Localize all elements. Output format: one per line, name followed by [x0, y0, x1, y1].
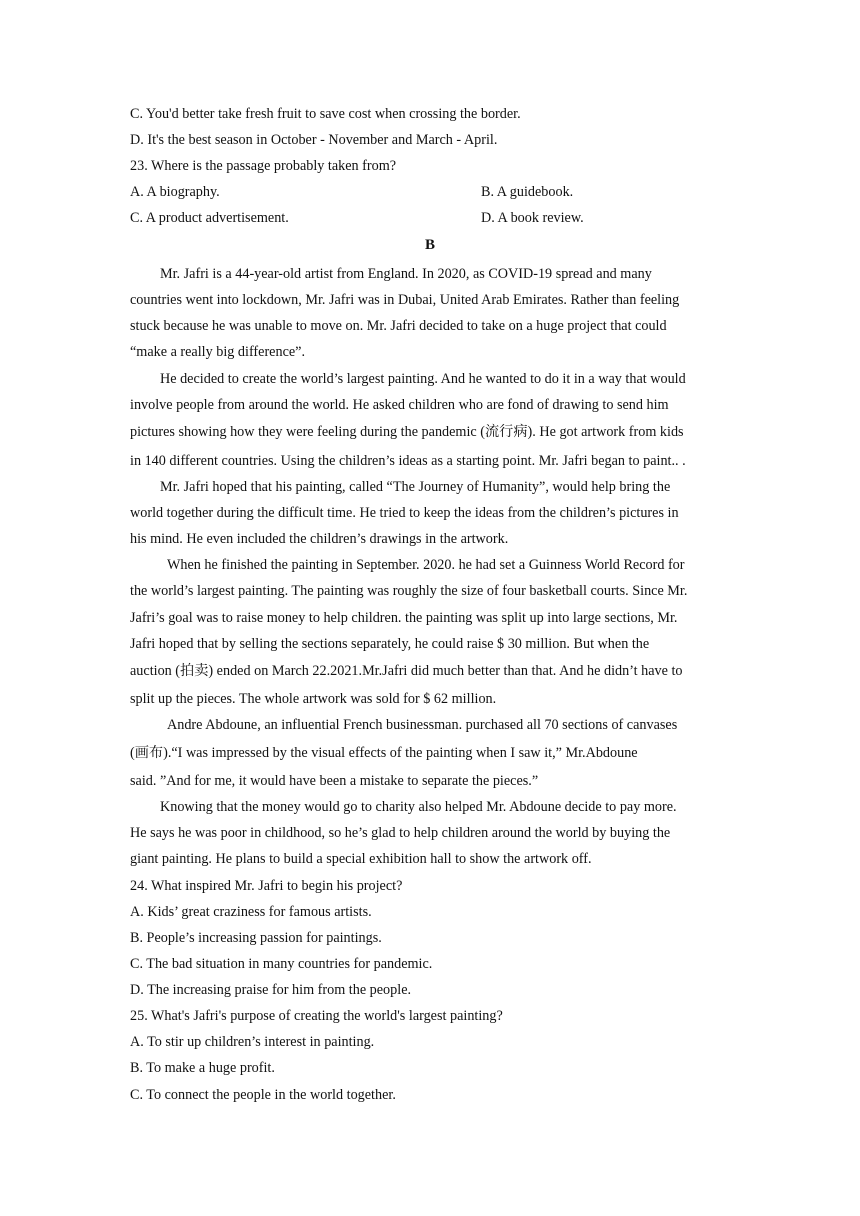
q22-option-d: D. It's the best season in October - November and March - April.: [130, 132, 498, 148]
passage-line: (画布).“I was impressed by the visual effects of the painting when I saw it,” Mr.Abdoune: [130, 745, 638, 761]
passage-line: Jafri’s goal was to raise money to help children. the painting was split up into large sections, Mr.: [130, 610, 678, 626]
q24-option-b: B. People’s increasing passion for paintings.: [130, 930, 382, 946]
passage-line: countries went into lockdown, Mr. Jafri was in Dubai, United Arab Emirates. Rather than feeling: [130, 292, 680, 308]
q23-option-a: A. A biography.: [130, 184, 220, 200]
passage-line: When he finished the painting in September. 2020. he had set a Guinness World Record for: [167, 557, 685, 573]
q24-option-a: A. Kids’ great craziness for famous artists.: [130, 904, 372, 920]
q24-option-d: D. The increasing praise for him from the people.: [130, 982, 412, 998]
passage-line: He says he was poor in childhood, so he’s glad to help children around the world by buying the: [130, 825, 671, 841]
q23-option-b: B. A guidebook.: [481, 184, 574, 200]
passage-line: involve people from around the world. He asked children who are fond of drawing to send him: [130, 397, 669, 413]
passage-line: said. ”And for me, it would have been a mistake to separate the pieces.”: [130, 773, 539, 789]
passage-line: split up the pieces. The whole artwork was sold for $ 62 million.: [130, 691, 497, 707]
q25-stem: 25. What's Jafri's purpose of creating the world's largest painting?: [130, 1008, 503, 1024]
q25-option-a: A. To stir up children’s interest in painting.: [130, 1034, 375, 1050]
passage-line: Jafri hoped that by selling the sections separately, he could raise $ 30 million. But when the: [130, 636, 650, 652]
passage-line: Andre Abdoune, an influential French businessman. purchased all 70 sections of canvases: [167, 717, 678, 733]
passage-line: in 140 different countries. Using the children’s ideas as a starting point. Mr. Jafri began to paint.. .: [130, 453, 686, 469]
passage-line: Knowing that the money would go to charity also helped Mr. Abdoune decide to pay more.: [160, 799, 677, 815]
passage-line: giant painting. He plans to build a special exhibition hall to show the artwork off.: [130, 851, 592, 867]
q25-option-b: B. To make a huge profit.: [130, 1060, 275, 1076]
q24-option-c: C. The bad situation in many countries for pandemic.: [130, 956, 433, 972]
passage-line: the world’s largest painting. The painting was roughly the size of four basketball courts. Since Mr.: [130, 583, 688, 599]
q24-stem: 24. What inspired Mr. Jafri to begin his project?: [130, 878, 403, 894]
passage-line: pictures showing how they were feeling during the pandemic (流行病). He got artwork from kids: [130, 424, 684, 440]
q23-option-c: C. A product advertisement.: [130, 210, 289, 226]
section-heading: B: [424, 237, 435, 253]
passage-line: his mind. He even included the children’s drawings in the artwork.: [130, 531, 509, 547]
passage-line: He decided to create the world’s largest painting. And he wanted to do it in a way that would: [160, 371, 686, 387]
q22-option-c: C. You'd better take fresh fruit to save cost when crossing the border.: [130, 106, 521, 122]
q23-option-d: D. A book review.: [481, 210, 584, 226]
passage-line: “make a really big difference”.: [130, 344, 306, 360]
q25-option-c: C. To connect the people in the world together.: [130, 1087, 396, 1103]
passage-line: auction (拍卖) ended on March 22.2021.Mr.Jafri did much better than that. And he didn’t have to: [130, 663, 683, 679]
q23-stem: 23. Where is the passage probably taken from?: [130, 158, 397, 174]
passage-line: stuck because he was unable to move on. Mr. Jafri decided to take on a huge project that could: [130, 318, 667, 334]
passage-line: world together during the difficult time. He tried to keep the ideas from the children’s pictures in: [130, 505, 679, 521]
passage-line: Mr. Jafri is a 44-year-old artist from England. In 2020, as COVID-19 spread and many: [160, 266, 652, 282]
passage-line: Mr. Jafri hoped that his painting, called “The Journey of Humanity”, would help bring the: [160, 479, 671, 495]
